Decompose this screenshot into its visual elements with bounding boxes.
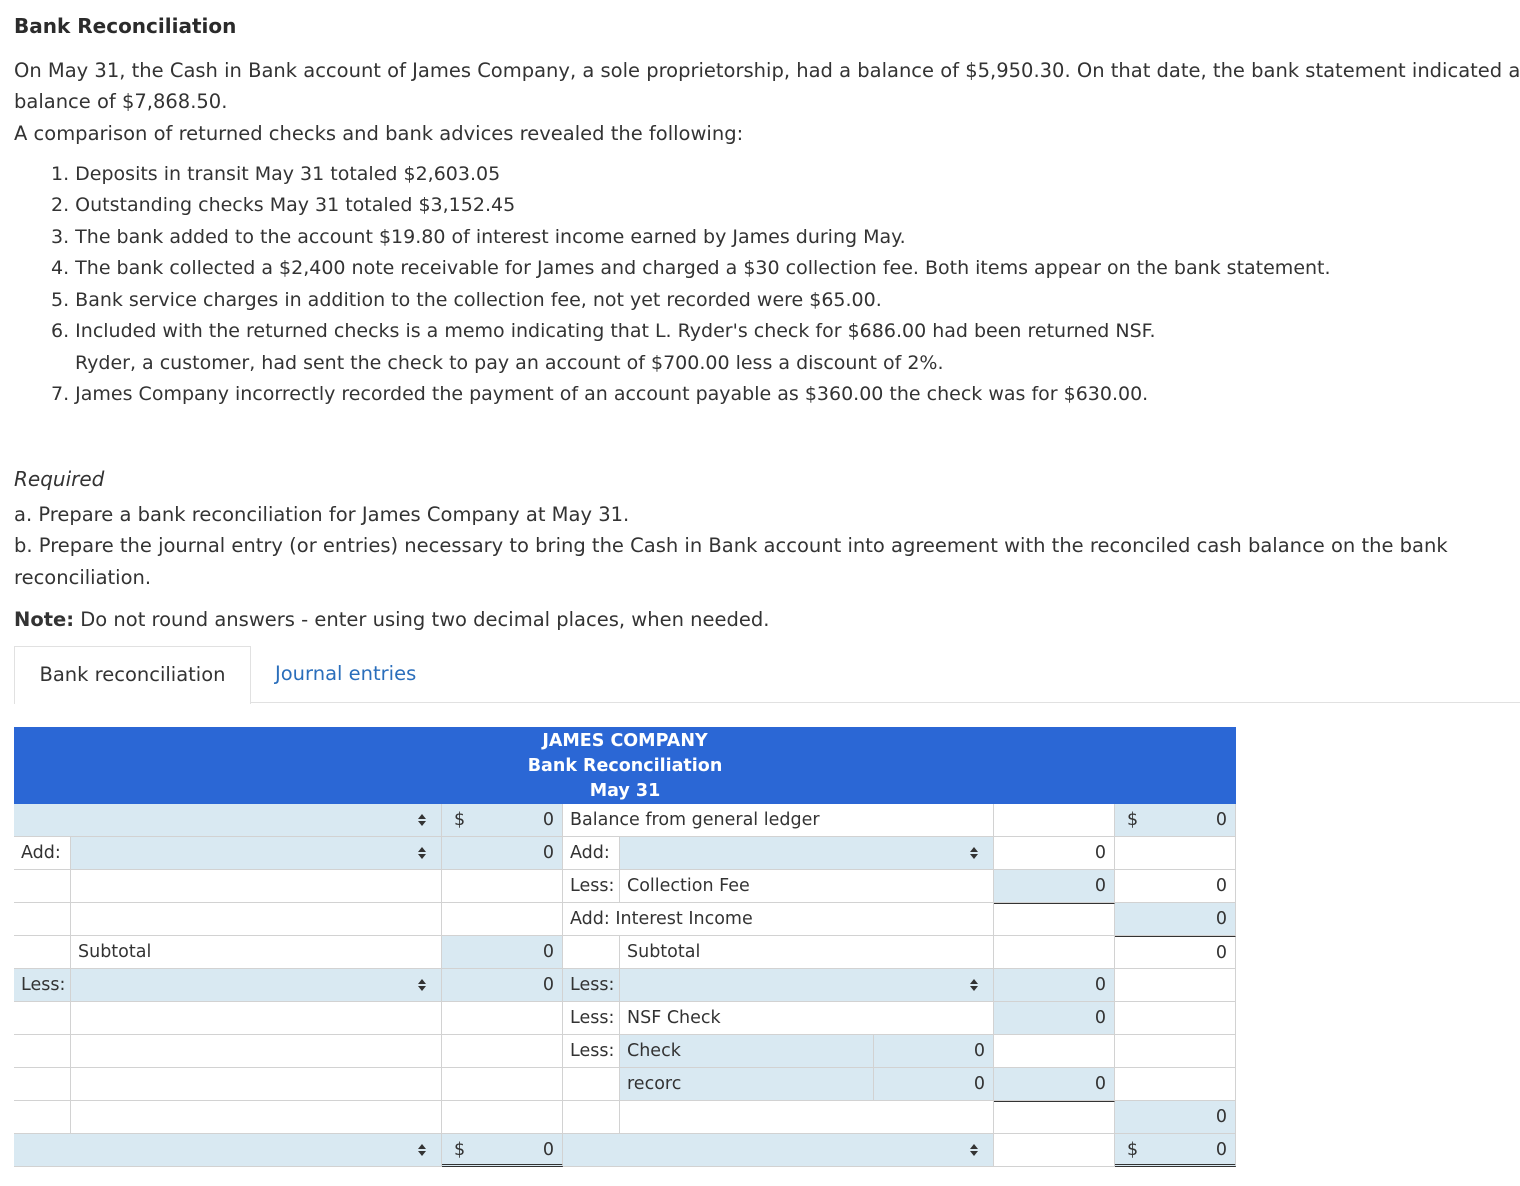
bank-add-label: Add: [14, 837, 71, 870]
book-add-label: Add: [563, 837, 620, 870]
intro-line-1: On May 31, the Cash in Bank account of James Company, a sole proprietorship, had a balance of $5,950.30. On that date, the bank statement indicated a [14, 59, 1520, 82]
cell-empty [71, 1101, 442, 1134]
book-less-input[interactable]: 0 [994, 969, 1115, 1002]
select-arrows-icon [969, 978, 979, 992]
cell-empty [14, 1035, 71, 1068]
cell-empty [994, 936, 1115, 969]
list-item: 4. The bank collected a $2,400 note receivable for James and charged a $30 collection fee. Both items appear on the bank statement. [51, 257, 1331, 279]
balance-gl-label: Balance from general ledger [563, 804, 994, 837]
cell-empty [442, 870, 563, 903]
select-arrows-icon [417, 846, 427, 860]
cell-empty [1115, 837, 1236, 870]
cell-empty [14, 903, 71, 936]
cell-empty [71, 1002, 442, 1035]
cell-empty [994, 903, 1115, 936]
list-item: 7. James Company incorrectly recorded the payment of an account payable as $360.00 the check was for $630.00. [51, 383, 1149, 405]
nsf-check-input[interactable]: 0 [994, 1002, 1115, 1035]
book-add-value: 0 [994, 837, 1115, 870]
cell-empty [1115, 969, 1236, 1002]
less-label: Less: [563, 870, 620, 903]
record-label: recorc [620, 1068, 874, 1101]
interest-income-label: Add: Interest Income [563, 903, 994, 936]
cell-empty [14, 1101, 71, 1134]
bank-select[interactable] [14, 804, 442, 837]
required-b-continued: reconciliation. [14, 566, 152, 589]
cell-empty [563, 1068, 620, 1101]
tab-divider [250, 702, 1520, 703]
cell-empty [442, 1002, 563, 1035]
cell-empty [563, 936, 620, 969]
cell-empty [994, 1035, 1115, 1068]
list-item: 3. The bank added to the account $19.80 of interest income earned by James during May. [51, 226, 906, 248]
list-item: 2. Outstanding checks May 31 totaled $3,152.45 [51, 194, 516, 216]
select-arrows-icon [417, 978, 427, 992]
cell-empty [442, 903, 563, 936]
book-less-label: Less: [563, 969, 620, 1002]
cell-empty [620, 1101, 994, 1134]
book-subtotal-value: 0 [1115, 936, 1236, 969]
cell-empty [442, 1101, 563, 1134]
statement-date: May 31 [589, 781, 661, 801]
cell-empty [71, 1068, 442, 1101]
book-subtotal-label: Subtotal [620, 936, 994, 969]
cell-empty [994, 1134, 1115, 1167]
select-arrows-icon [969, 1143, 979, 1157]
company-name: JAMES COMPANY [542, 731, 708, 751]
required-b: b. Prepare the journal entry (or entries) necessary to bring the Cash in Bank account into agreement with the reconciled cash balance on the bank [14, 534, 1448, 557]
bank-less-label: Less: [14, 969, 71, 1002]
cell-empty [71, 870, 442, 903]
bank-adjusted-input[interactable] [442, 1134, 563, 1167]
note [14, 604, 769, 635]
intro-line-3: A comparison of returned checks and bank advices revealed the following: [14, 122, 744, 145]
book-adjusted-select[interactable] [563, 1134, 994, 1167]
cell-empty [442, 1068, 563, 1101]
book-adjusted-value: 0 [1215, 1140, 1227, 1160]
check-correct-input[interactable]: 0 [874, 1068, 994, 1101]
cell-empty [1115, 1068, 1236, 1101]
cell-empty [71, 903, 442, 936]
cell-empty [14, 936, 71, 969]
dollar-sign: $ [454, 810, 466, 830]
gl-balance-input[interactable] [1115, 804, 1236, 837]
collection-fee-label: Collection Fee [620, 870, 994, 903]
dollar-sign: $ [1127, 810, 1139, 830]
cell-empty [1115, 1035, 1236, 1068]
bank-balance-value: 0 [542, 810, 554, 830]
note-label: Note: [14, 608, 75, 631]
cell-empty [71, 1035, 442, 1068]
check-recorded-input[interactable]: 0 [874, 1035, 994, 1068]
statement-name: Bank Reconciliation [527, 756, 723, 776]
nsf-check-label: NSF Check [620, 1002, 994, 1035]
bank-adjusted-value: 0 [542, 1140, 554, 1160]
note-text: Do not round answers - enter using two decimal places, when needed. [74, 608, 770, 631]
book-less-select[interactable] [620, 969, 994, 1002]
cell-empty [14, 1068, 71, 1101]
check-label: Check [620, 1035, 874, 1068]
check-error-input[interactable]: 0 [994, 1068, 1115, 1101]
total-deductions-input[interactable]: 0 [1115, 1101, 1236, 1134]
cell-empty [563, 1101, 620, 1134]
collection-fee-input[interactable]: 0 [994, 870, 1115, 903]
cell-empty [994, 804, 1115, 837]
book-add-select[interactable] [620, 837, 994, 870]
list-item: 6. Included with the returned checks is a memo indicating that L. Ryder's check for $686.00 had been returned NSF. [51, 320, 1156, 342]
bank-less-select[interactable] [71, 969, 442, 1002]
bank-adjusted-select[interactable] [14, 1134, 442, 1167]
cell-empty [1115, 1002, 1236, 1035]
required-heading: Required [14, 467, 105, 491]
list-item: 5. Bank service charges in addition to the collection fee, not yet recorded were $65.00. [51, 289, 882, 311]
select-arrows-icon [417, 1143, 427, 1157]
select-arrows-icon [969, 846, 979, 860]
cell-empty [14, 1002, 71, 1035]
required-a: a. Prepare a bank reconciliation for James Company at May 31. [14, 503, 630, 526]
intro-line-2: balance of $7,868.50. [14, 90, 228, 113]
select-arrows-icon [417, 813, 427, 827]
cell-empty [442, 1035, 563, 1068]
cell-empty [994, 1101, 1115, 1134]
list-item-continued: Ryder, a customer, had sent the check to pay an account of $700.00 less a discount of 2%. [75, 352, 944, 374]
collection-fee-total: 0 [1115, 870, 1236, 903]
page-title: Bank Reconciliation [14, 14, 237, 38]
less-label: Less: [563, 1035, 620, 1068]
list-item: 1. Deposits in transit May 31 totaled $2,603.05 [51, 163, 501, 185]
bank-subtotal-input[interactable]: 0 [442, 936, 563, 969]
cell-empty [14, 870, 71, 903]
bank-add-input[interactable]: 0 [442, 837, 563, 870]
gl-balance-value: 0 [1215, 810, 1227, 830]
tab-bank-reconciliation[interactable]: Bank reconciliation [14, 646, 251, 704]
dollar-sign: $ [1127, 1140, 1139, 1160]
dollar-sign: $ [454, 1140, 466, 1160]
reconciliation-header [14, 727, 1236, 804]
bank-less-input[interactable]: 0 [442, 969, 563, 1002]
interest-income-input[interactable]: 0 [1115, 903, 1236, 936]
bank-balance-input[interactable] [442, 804, 563, 837]
tab-journal-entries[interactable]: Journal entries [275, 662, 417, 685]
less-label: Less: [563, 1002, 620, 1035]
bank-add-select[interactable] [71, 837, 442, 870]
book-adjusted-input[interactable] [1115, 1134, 1236, 1167]
bank-subtotal-label: Subtotal [71, 936, 442, 969]
